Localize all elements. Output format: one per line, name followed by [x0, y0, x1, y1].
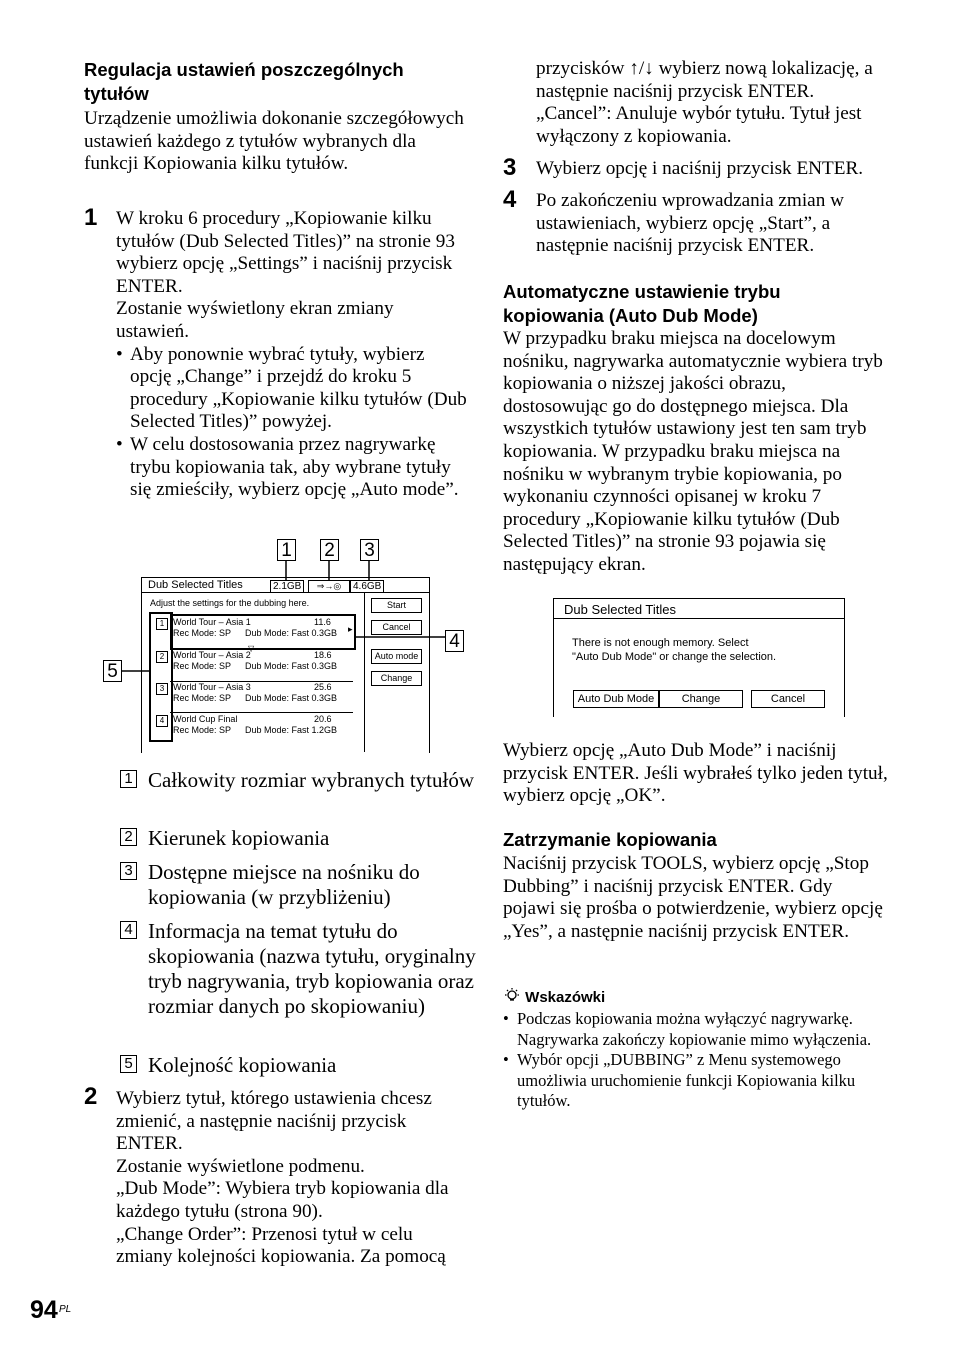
- change-order-continued: przycisków ↑/↓ wybierz nową lokalizację, a następnie naciśnij przycisk ENTER.: [536, 58, 873, 102]
- row-dub-mode: Dub Mode: Fast 0.3GB: [245, 628, 338, 638]
- message-line-1: There is not enough memory. Select: [572, 637, 749, 649]
- message-line-2: "Auto Dub Mode" or change the selection.: [572, 651, 777, 663]
- tips-title: Wskazówki: [525, 989, 606, 1006]
- row-title: World Tour – Asia 3: [173, 682, 251, 692]
- legend-text: Kierunek kopiowania: [148, 826, 330, 850]
- row-size: 11.6: [314, 617, 331, 627]
- callout-5: 5: [103, 660, 122, 682]
- title-divider: [554, 618, 844, 619]
- scroll-down-arrow-icon: ▽: [248, 644, 255, 653]
- step-number-4: 4: [503, 186, 517, 213]
- screen2-message: [572, 636, 776, 664]
- page-number: 94: [30, 1296, 58, 1324]
- callout-3: 3: [360, 539, 379, 561]
- step-1-bullet: • Aby ponownie wybrać tytuły, wybierz opcję „Change” i przejdź do kroku 5 procedury „Kopiowanie kilku tytułów (Dub Selected Titles)” powyżej.: [116, 344, 468, 434]
- step-2-change-order: „Change Order”: Przenosi tytuł w celu zmiany kolejności kopiowania. Za pomocą: [116, 1223, 446, 1268]
- tips-heading: [503, 987, 605, 1006]
- step-number-1: 1: [84, 204, 98, 231]
- row-title: World Tour – Asia 2: [173, 650, 251, 660]
- total-size-box: 2.1GB: [270, 580, 304, 593]
- title-divider: [142, 592, 429, 593]
- step-2-result: Zostanie wyświetlone podmenu.: [116, 1155, 365, 1177]
- tip-item: • Podczas kopiowania można wyłączyć nagrywarkę. Nagrywarka zakończy kopiowanie mimo wyłączenia.: [503, 1009, 891, 1050]
- legend-text: Informacja na temat tytułu do skopiowania (nazwa tytułu, oryginalny tryb nagrywania, tryb kopiowania oraz rozmiar danych po skopiowaniu): [148, 919, 476, 1018]
- legend-key: 4: [120, 921, 137, 939]
- not-enough-memory-screen: [553, 598, 845, 717]
- callout-1: 1: [277, 539, 296, 561]
- dub-settings-screen: [141, 577, 430, 753]
- section-heading-title-settings: Regulacja ustawień poszczególnych tytułów: [84, 59, 404, 104]
- step-2-text: Wybierz tytuł, którego ustawienia chcesz zmienić, a następnie naciśnij przycisk ENTER.: [116, 1088, 432, 1155]
- auto-dub-instruction: Wybierz opcję „Auto Dub Mode” i naciśnij przycisk ENTER. Jeśli wybrałeś tylko jeden tytuł, wybierz opcję „OK”.: [503, 740, 888, 807]
- screen2-title: Dub Selected Titles: [564, 602, 677, 617]
- step-2-continued: [536, 58, 892, 148]
- row-dub-mode: Dub Mode: Fast 1.2GB: [245, 725, 338, 735]
- lightbulb-icon: [503, 987, 521, 1005]
- legend-item-5: [116, 1053, 476, 1078]
- button-divider: [364, 592, 365, 752]
- row-rec-mode: Rec Mode: SP: [173, 661, 232, 671]
- section-heading-stop: Zatrzymanie kopiowania: [503, 829, 717, 850]
- page-language: PL: [59, 1304, 72, 1315]
- row-order-number: 1: [156, 618, 168, 630]
- row-rec-mode: Rec Mode: SP: [173, 693, 232, 703]
- row-expand-arrow-icon: ▸: [348, 624, 353, 634]
- stop-dubbing-paragraph: Naciśnij przycisk TOOLS, wybierz opcję „Stop Dubbing” i naciśnij przycisk ENTER. Gdy pojawi się prośba o potwierdzenie, wybierz opcję „Yes”, a następnie naciśnij przycisk ENTER.: [503, 853, 883, 942]
- row-size: 25.6: [314, 682, 332, 692]
- legend-item-1: [116, 768, 476, 793]
- legend-key: 1: [120, 770, 137, 788]
- step-number-3: 3: [503, 154, 517, 181]
- step-4-text: Po zakończeniu wprowadzania zmian w ustawieniach, wybierz opcję „Start”, a następnie naciśnij przycisk ENTER.: [536, 190, 844, 257]
- legend-key: 3: [120, 862, 137, 880]
- legend-key: 5: [120, 1055, 137, 1073]
- row-dub-mode: Dub Mode: Fast 0.3GB: [245, 661, 338, 671]
- cancel-button[interactable]: Cancel: [371, 620, 422, 635]
- legend-text: Dostępne miejsce na nośniku do kopiowania (w przybliżeniu): [148, 860, 420, 909]
- auto-dub-paragraph: W przypadku braku miejsca na docelowym nośniku, nagrywarka automatycznie wybiera tryb kopiowania o niższej jakości obrazu, dostosowując go do dostępnego miejsca. Dla wszystkich tytułów ustawiony jest ten sam tryb kopiowania. W przypadku braku miejsca na nośniku w wybranym trybie kopiowania, po wykonaniu czynności opisanej w kroku 7 procedury „Kopiowanie kilku tytułów (Dub Selected Titles)” na stronie 93 pojawia się następujący ekran.: [503, 328, 883, 575]
- screen-title: Dub Selected Titles: [148, 579, 243, 591]
- row-order-number: 4: [156, 715, 168, 727]
- cancel-option-text: „Cancel”: Anuluje wybór tytułu. Tytuł jest wyłączony z kopiowania.: [536, 103, 862, 147]
- step-2-dub-mode: „Dub Mode”: Wybiera tryb kopiowania dla każdego tytułu (strona 90).: [116, 1178, 449, 1222]
- row-title: World Cup Final: [173, 714, 238, 724]
- legend-item-4: [116, 919, 476, 1019]
- legend-item-3: [116, 860, 476, 910]
- cancel-button[interactable]: Cancel: [751, 690, 825, 708]
- intro-paragraph: Urządzenie umożliwia dokonanie szczegółowych ustawień każdego z tytułów wybranych dla funkcji Kopiowania kilku tytułów.: [84, 108, 464, 175]
- legend-key: 2: [120, 828, 137, 846]
- row-size: 18.6: [314, 650, 332, 660]
- table-row[interactable]: [142, 714, 364, 744]
- row-size: 20.6: [314, 714, 332, 724]
- row-divider: [170, 712, 353, 713]
- step-2: [116, 1088, 472, 1269]
- change-button[interactable]: Change: [371, 671, 422, 686]
- table-row[interactable]: [142, 650, 364, 680]
- legend-text: Całkowity rozmiar wybranych tytułów: [148, 768, 475, 792]
- row-order-number: 2: [156, 651, 168, 663]
- callout-4: 4: [445, 630, 464, 652]
- callout-2: 2: [320, 539, 339, 561]
- step-1-bullet: • W celu dostosowania przez nagrywarkę trybu kopiowania tak, aby wybrane tytuły się zmieściły, wybierz opcję „Auto mode”.: [116, 434, 468, 502]
- tip-item: • Wybór opcji „DUBBING” z Menu systemowego umożliwia uruchomienie funkcji Kopiowania kilku tytułów.: [503, 1050, 891, 1112]
- row-title: World Tour – Asia 1: [173, 617, 251, 627]
- legend-item-2: [116, 826, 476, 851]
- auto-dub-mode-button[interactable]: Auto Dub Mode: [573, 690, 659, 708]
- row-rec-mode: Rec Mode: SP: [173, 725, 232, 735]
- row-order-number: 3: [156, 683, 168, 695]
- screen-hint: Adjust the settings for the dubbing here.: [150, 598, 310, 608]
- change-button[interactable]: Change: [659, 690, 743, 708]
- auto-mode-button[interactable]: Auto mode: [371, 649, 422, 664]
- table-row[interactable]: [142, 617, 364, 647]
- step-number-2: 2: [84, 1083, 98, 1110]
- row-dub-mode: Dub Mode: Fast 0.3GB: [245, 693, 338, 703]
- row-rec-mode: Rec Mode: SP: [173, 628, 232, 638]
- table-row[interactable]: [142, 682, 364, 712]
- legend-text: Kolejność kopiowania: [148, 1053, 337, 1077]
- step-1-result: Zostanie wyświetlony ekran zmiany ustawień.: [116, 298, 394, 342]
- start-button[interactable]: Start: [371, 598, 422, 613]
- section-heading-auto-dub: Automatyczne ustawienie trybu kopiowania (Auto Dub Mode): [503, 281, 781, 326]
- step-1-text: W kroku 6 procedury „Kopiowanie kilku tytułów (Dub Selected Titles)” na stronie 93 wybierz opcję „Settings” i naciśnij przycisk ENTER.: [116, 208, 455, 297]
- step-3-text: Wybierz opcję i naciśnij przycisk ENTER.: [536, 158, 864, 179]
- direction-box: ⇒→◎: [308, 580, 350, 593]
- tips-list: [503, 1009, 891, 1112]
- available-space-box: 4.6GB: [350, 580, 384, 593]
